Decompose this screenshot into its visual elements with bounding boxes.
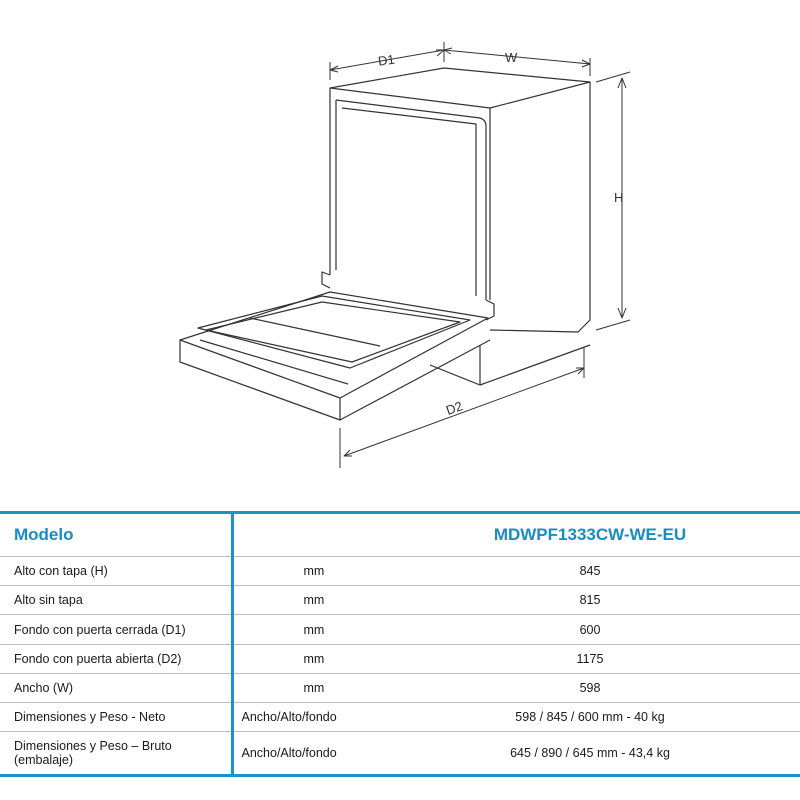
row-label: Fondo con puerta cerrada (D1) — [0, 615, 232, 645]
row-label-line2: (embalaje) — [14, 753, 74, 767]
row-value: 1175 — [380, 645, 800, 674]
row-unit: Ancho/Alto/fondo — [232, 732, 380, 776]
table-row — [0, 645, 800, 674]
label-d1: D1 — [377, 51, 396, 69]
row-label-line1: Dimensiones y Peso – Bruto — [14, 739, 172, 753]
open-door — [180, 292, 490, 420]
table-row — [0, 703, 800, 732]
label-d2: D2 — [443, 398, 465, 418]
table-row — [0, 586, 800, 615]
row-label: Ancho (W) — [0, 674, 232, 703]
dishwasher-body — [322, 68, 590, 385]
row-value: 600 — [380, 615, 800, 645]
row-label: Fondo con puerta abierta (D2) — [0, 645, 232, 674]
label-h: H — [614, 190, 624, 205]
row-label: Alto sin tapa — [0, 586, 232, 615]
table-header-row — [0, 513, 800, 557]
row-unit: mm — [303, 564, 325, 578]
table-row — [0, 732, 800, 776]
row-unit: mm — [303, 681, 325, 695]
row-unit: Ancho/Alto/fondo — [232, 703, 380, 732]
row-label: Dimensiones y Peso - Neto — [0, 703, 232, 732]
header-model: MDWPF1333CW-WE-EU — [380, 513, 800, 557]
label-w: W — [505, 50, 518, 65]
row-value: 815 — [380, 586, 800, 615]
row-unit: mm — [303, 652, 325, 666]
row-value: 645 / 890 / 645 mm - 43,4 kg — [380, 732, 800, 776]
row-value: 598 / 845 / 600 mm - 40 kg — [380, 703, 800, 732]
header-label: Modelo — [0, 513, 232, 557]
row-unit: mm — [303, 622, 325, 637]
row-value: 598 — [380, 674, 800, 703]
row-label: Alto con tapa (H) — [0, 557, 232, 586]
row-value: 845 — [380, 557, 800, 586]
dimension-lines — [330, 42, 630, 468]
spec-table — [0, 511, 800, 777]
table-row — [0, 674, 800, 703]
row-unit: mm — [303, 593, 325, 607]
header-spacer — [232, 513, 380, 557]
row-label — [0, 732, 232, 776]
table-row — [0, 615, 800, 645]
table-row — [0, 557, 800, 586]
